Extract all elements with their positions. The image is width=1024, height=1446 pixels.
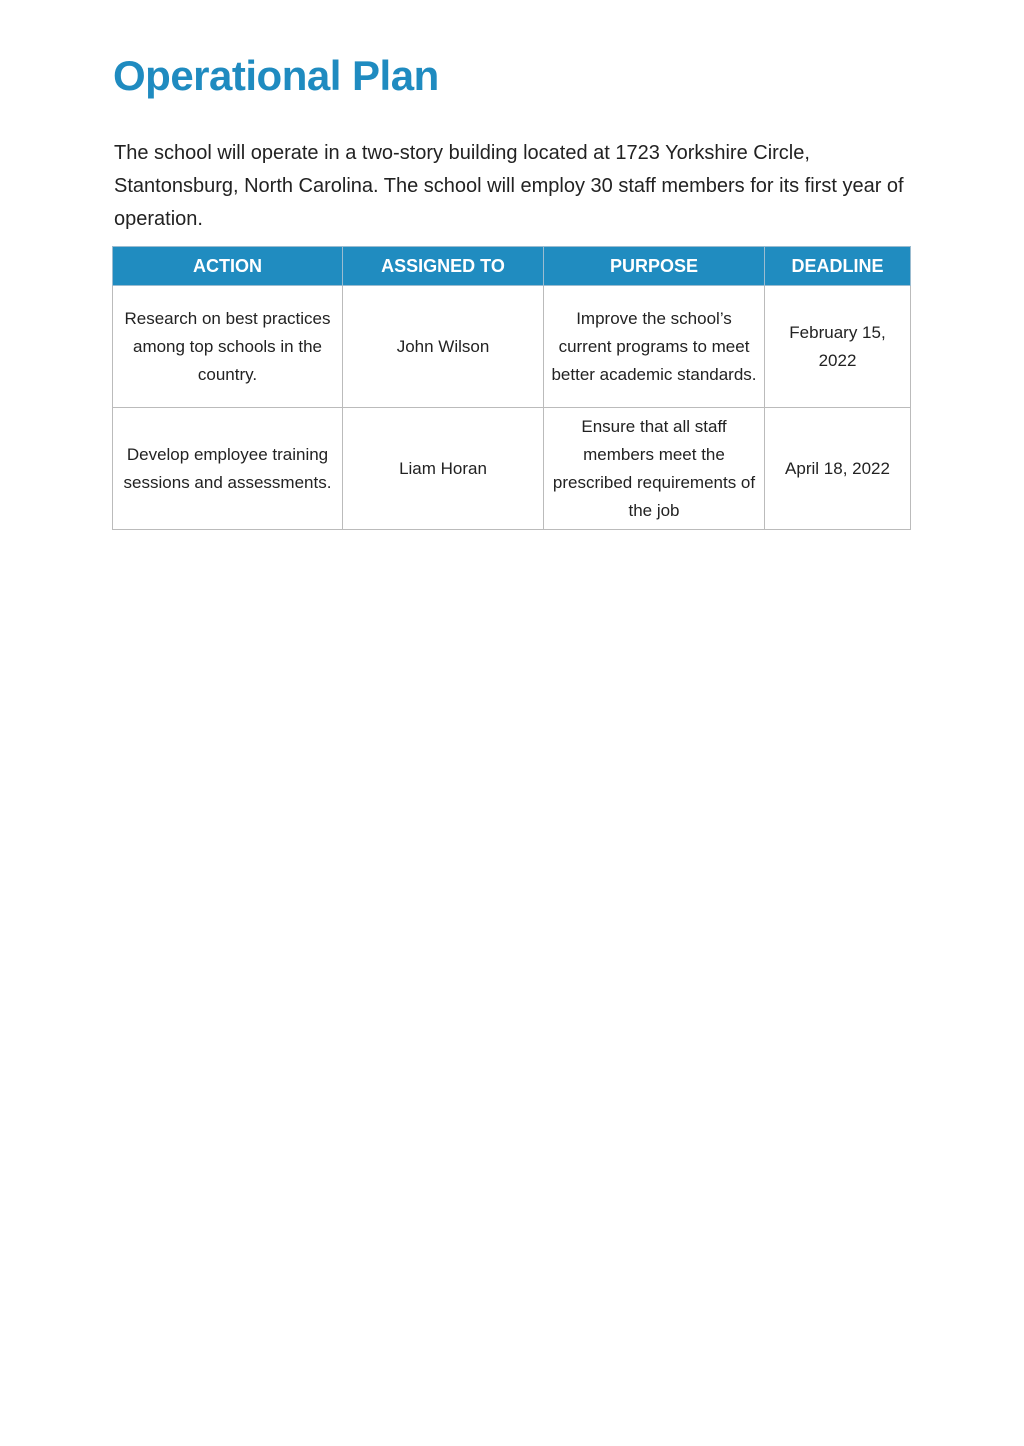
cell-action: Develop employee training sessions and assessments. (113, 408, 343, 530)
cell-action: Research on best practices among top schools in the country. (113, 286, 343, 408)
operational-plan-table (112, 246, 911, 530)
header-assigned-to: ASSIGNED TO (343, 247, 544, 286)
table-header-row (113, 247, 911, 286)
cell-purpose: Improve the school’s current programs to meet better academic standards. (544, 286, 765, 408)
header-purpose: PURPOSE (544, 247, 765, 286)
table-row (113, 286, 911, 408)
cell-purpose: Ensure that all staff members meet the prescribed requirements of the job (544, 408, 765, 530)
cell-assigned-to: John Wilson (343, 286, 544, 408)
table-row (113, 408, 911, 530)
page-title: Operational Plan (113, 52, 439, 99)
cell-assigned-to: Liam Horan (343, 408, 544, 530)
intro-paragraph: The school will operate in a two-story building located at 1723 Yorkshire Circle, Stantonsburg, North Carolina. The school will employ 30 staff members for its first year of operation. (114, 142, 904, 230)
header-deadline: DEADLINE (765, 247, 911, 286)
header-action: ACTION (113, 247, 343, 286)
cell-deadline: February 15, 2022 (765, 286, 911, 408)
cell-deadline: April 18, 2022 (765, 408, 911, 530)
